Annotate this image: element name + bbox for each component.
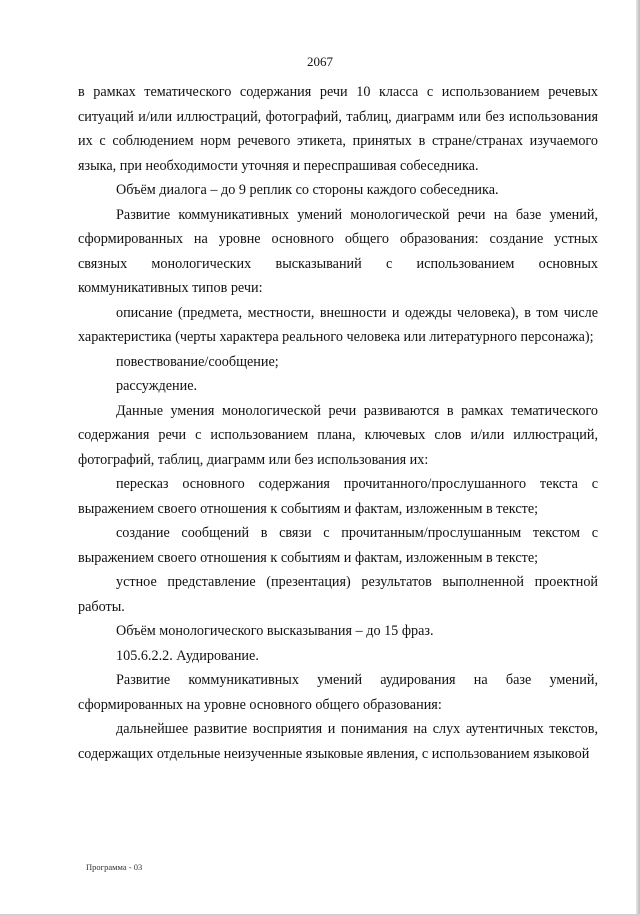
paragraph-retelling: пересказ основного содержания прочитанного/прослушанного текста с выражением своего отношения к событиям и фактам, изложенным в тексте; [78, 476, 598, 517]
paragraph-listening-perception: дальнейшее развитие восприятия и понимания на слух аутентичных текстов, содержащих отдельные неизученные языковые явления, с использованием языковой [78, 721, 598, 762]
page-number: 2067 [307, 54, 333, 69]
paragraph-listening-skills: Развитие коммуникативных умений аудирования на базе умений, сформированных на уровне основного общего образования: [78, 672, 598, 713]
scan-edge-right [636, 0, 640, 916]
paragraph-messages: создание сообщений в связи с прочитанным/прослушанным текстом с выражением своего отношения к событиям и фактам, изложенным в тексте; [78, 525, 598, 566]
paragraph-dialogue-volume: Объём диалога – до 9 реплик со стороны каждого собеседника. [116, 182, 499, 198]
section-heading-listening: 105.6.2.2. Аудирование. [116, 647, 259, 664]
paragraph-monologue-volume: Объём монологического высказывания – до 15 фраз. [116, 623, 434, 639]
paragraph-monologue-development: Данные умения монологической речи развиваются в рамках тематического содержания речи с использованием плана, ключевых слов и/или иллюстраций, фотографий, таблиц, диаграмм или без использования их: [78, 402, 598, 468]
paragraph-monologue-skills: Развитие коммуникативных умений монологической речи на базе умений, сформированных на уровне основного общего образования: создание устных связных монологических высказываний с использованием основных коммуникативных типов речи: [78, 206, 598, 296]
paragraph-presentation: устное представление (презентация) результатов выполненной проектной работы. [78, 574, 598, 615]
page-footer: Программа - 03 [86, 862, 143, 872]
paragraph-reasoning: рассуждение. [116, 378, 198, 394]
paragraph-speech-situations: в рамках тематического содержания речи 10 класса с использованием речевых ситуаций и/или иллюстраций, фотографий, таблиц, диаграмм или без использования их с соблюдением норм речевого этикета, принятых в стране/странах изучаемого языка, при необходимости уточняя и переспрашивая собеседника. [78, 84, 598, 174]
paragraph-narration: повествование/сообщение; [116, 353, 279, 370]
paragraph-description: описание (предмета, местности, внешности и одежды человека), в том числе характеристика (черты характера реального человека или литературного персонажа); [78, 304, 598, 345]
page-body [78, 80, 598, 766]
